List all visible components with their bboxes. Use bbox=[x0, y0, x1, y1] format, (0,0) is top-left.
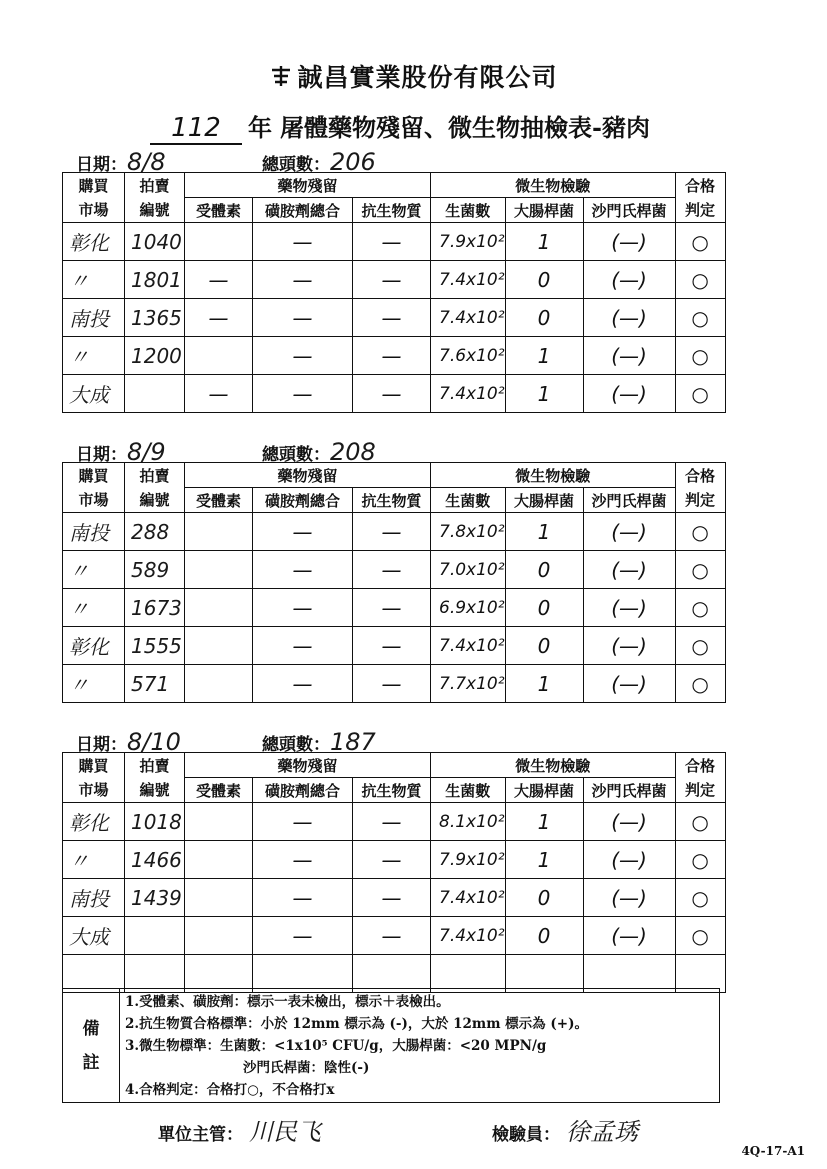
total-head-label-2: 總頭數：208 bbox=[262, 438, 376, 466]
cell-bacteria: 7.9x10² bbox=[431, 841, 506, 879]
table-row bbox=[63, 803, 726, 841]
inspection-table-2 bbox=[62, 462, 726, 703]
inspection-table-3 bbox=[62, 752, 726, 993]
sub-beta-header: 受體素 bbox=[185, 488, 253, 513]
col-pass-header: 合格 判定 bbox=[675, 173, 725, 223]
table-row bbox=[63, 513, 726, 551]
cell-coliform: 0 bbox=[505, 589, 583, 627]
cell-coliform: 0 bbox=[505, 299, 583, 337]
cell-auction: 571 bbox=[125, 665, 185, 703]
cell-sulfa: — bbox=[253, 223, 353, 261]
cell-coliform: 0 bbox=[505, 879, 583, 917]
remark-line: 2.抗生物質合格標準：小於 12mm 標示為 (-)，大於 12mm 標示為 (+)。 bbox=[125, 1016, 588, 1032]
cell-coliform: 0 bbox=[505, 917, 583, 955]
remarks-box bbox=[62, 988, 720, 1103]
cell-auction: 1200 bbox=[125, 337, 185, 375]
table-row bbox=[63, 551, 726, 589]
cell-sulfa: — bbox=[253, 375, 353, 413]
cell-coliform: 1 bbox=[505, 665, 583, 703]
cell-market bbox=[63, 955, 125, 993]
cell-coliform: 0 bbox=[505, 261, 583, 299]
cell-beta: — bbox=[185, 261, 253, 299]
table-row bbox=[63, 665, 726, 703]
cell-pass: ○ bbox=[675, 513, 725, 551]
cell-auction: 1801 bbox=[125, 261, 185, 299]
cell-market: 南投 bbox=[63, 513, 125, 551]
cell-coliform bbox=[505, 955, 583, 993]
cell-market: 彰化 bbox=[63, 803, 125, 841]
col-market-header: 購買 市場 bbox=[63, 173, 125, 223]
cell-antibiotic: — bbox=[353, 375, 431, 413]
cell-market: 彰化 bbox=[63, 223, 125, 261]
cell-salmonella: (—) bbox=[583, 589, 675, 627]
cell-beta bbox=[185, 627, 253, 665]
cell-sulfa: — bbox=[253, 513, 353, 551]
supervisor-signature-value: 川民飞 bbox=[249, 1118, 321, 1146]
cell-sulfa bbox=[253, 955, 353, 993]
cell-market: 大成 bbox=[63, 917, 125, 955]
cell-coliform: 1 bbox=[505, 375, 583, 413]
cell-salmonella: (—) bbox=[583, 299, 675, 337]
sub-bacteria-header: 生菌數 bbox=[431, 198, 506, 223]
cell-pass: ○ bbox=[675, 223, 725, 261]
sub-sulfa-header: 磺胺劑總合 bbox=[253, 198, 353, 223]
cell-antibiotic: — bbox=[353, 917, 431, 955]
date-value-2: 8/9 bbox=[127, 438, 166, 466]
cell-beta bbox=[185, 513, 253, 551]
date-value-1: 8/8 bbox=[127, 148, 166, 176]
cell-bacteria: 7.4x10² bbox=[431, 299, 506, 337]
cell-salmonella: (—) bbox=[583, 513, 675, 551]
sub-salmonella-header: 沙門氏桿菌 bbox=[583, 488, 675, 513]
cell-bacteria: 7.0x10² bbox=[431, 551, 506, 589]
cell-bacteria: 7.9x10² bbox=[431, 223, 506, 261]
cell-pass: ○ bbox=[675, 551, 725, 589]
cell-auction: 1466 bbox=[125, 841, 185, 879]
col-drug-header: 藥物殘留 bbox=[185, 753, 431, 778]
cell-beta: — bbox=[185, 375, 253, 413]
cell-pass: ○ bbox=[675, 627, 725, 665]
total-head-label-1: 總頭數：206 bbox=[262, 148, 376, 176]
inspection-grid bbox=[62, 462, 726, 703]
table-row bbox=[63, 337, 726, 375]
cell-antibiotic: — bbox=[353, 803, 431, 841]
sub-sulfa-header: 磺胺劑總合 bbox=[253, 488, 353, 513]
cell-auction: 1040 bbox=[125, 223, 185, 261]
cell-sulfa: — bbox=[253, 589, 353, 627]
cell-pass: ○ bbox=[675, 665, 725, 703]
table-row bbox=[63, 879, 726, 917]
cell-coliform: 1 bbox=[505, 841, 583, 879]
sub-antibiotic-header: 抗生物質 bbox=[353, 778, 431, 803]
sub-beta-header: 受體素 bbox=[185, 198, 253, 223]
cell-bacteria: 7.4x10² bbox=[431, 375, 506, 413]
remarks-lines bbox=[125, 991, 588, 1101]
remark-line: 1.受體素、磺胺劑：標示一表未檢出，標示＋表檢出。 bbox=[125, 994, 450, 1010]
cell-auction: 1439 bbox=[125, 879, 185, 917]
cell-auction: 288 bbox=[125, 513, 185, 551]
sub-bacteria-header: 生菌數 bbox=[431, 488, 506, 513]
form-title bbox=[150, 108, 650, 145]
cell-beta bbox=[185, 665, 253, 703]
cell-antibiotic: — bbox=[353, 261, 431, 299]
cell-sulfa: — bbox=[253, 917, 353, 955]
cell-sulfa: — bbox=[253, 551, 353, 589]
cell-auction bbox=[125, 917, 185, 955]
total-head-value-1: 206 bbox=[330, 148, 376, 176]
cell-beta bbox=[185, 589, 253, 627]
cell-antibiotic: — bbox=[353, 665, 431, 703]
cell-salmonella: (—) bbox=[583, 803, 675, 841]
table-row bbox=[63, 589, 726, 627]
cell-pass bbox=[675, 955, 725, 993]
table-row bbox=[63, 261, 726, 299]
col-pass-header: 合格 判定 bbox=[675, 463, 725, 513]
cell-pass: ○ bbox=[675, 879, 725, 917]
sub-salmonella-header: 沙門氏桿菌 bbox=[583, 778, 675, 803]
cell-market: 〃 bbox=[63, 337, 125, 375]
cell-auction bbox=[125, 375, 185, 413]
total-head-value-2: 208 bbox=[330, 438, 376, 466]
cell-auction: 1018 bbox=[125, 803, 185, 841]
cell-beta bbox=[185, 841, 253, 879]
date-value-3: 8/10 bbox=[127, 728, 181, 756]
cell-bacteria: 7.4x10² bbox=[431, 879, 506, 917]
cell-beta bbox=[185, 955, 253, 993]
cell-sulfa: — bbox=[253, 627, 353, 665]
cell-market: 〃 bbox=[63, 589, 125, 627]
sub-sulfa-header: 磺胺劑總合 bbox=[253, 778, 353, 803]
inspection-grid bbox=[62, 172, 726, 413]
cell-auction: 1673 bbox=[125, 589, 185, 627]
form-code: 4Q-17-A1 bbox=[741, 1144, 805, 1158]
cell-market: 大成 bbox=[63, 375, 125, 413]
cell-pass: ○ bbox=[675, 803, 725, 841]
cell-antibiotic: — bbox=[353, 589, 431, 627]
cell-auction: 1555 bbox=[125, 627, 185, 665]
cell-antibiotic bbox=[353, 955, 431, 993]
col-drug-header: 藥物殘留 bbox=[185, 173, 431, 198]
cell-market: 〃 bbox=[63, 841, 125, 879]
remark-line: 4.合格判定：合格打○，不合格打x bbox=[125, 1082, 335, 1098]
col-pass-header: 合格 判定 bbox=[675, 753, 725, 803]
cell-beta: — bbox=[185, 299, 253, 337]
sub-coliform-header: 大腸桿菌 bbox=[505, 488, 583, 513]
cell-pass: ○ bbox=[675, 375, 725, 413]
year-value: 112 bbox=[150, 113, 242, 145]
cell-pass: ○ bbox=[675, 261, 725, 299]
cell-salmonella: (—) bbox=[583, 879, 675, 917]
cell-pass: ○ bbox=[675, 589, 725, 627]
sub-salmonella-header: 沙門氏桿菌 bbox=[583, 198, 675, 223]
cell-pass: ○ bbox=[675, 299, 725, 337]
cell-pass: ○ bbox=[675, 841, 725, 879]
table-row bbox=[63, 627, 726, 665]
cell-auction: 1365 bbox=[125, 299, 185, 337]
cell-sulfa: — bbox=[253, 803, 353, 841]
table-row bbox=[63, 375, 726, 413]
cell-market: 南投 bbox=[63, 879, 125, 917]
sub-beta-header: 受體素 bbox=[185, 778, 253, 803]
total-head-label-3: 總頭數：187 bbox=[262, 728, 376, 756]
cell-antibiotic: — bbox=[353, 879, 431, 917]
cell-bacteria bbox=[431, 955, 506, 993]
date-label-2: 日期：8/9 bbox=[76, 438, 166, 466]
cell-beta bbox=[185, 917, 253, 955]
cell-beta bbox=[185, 337, 253, 375]
cell-sulfa: — bbox=[253, 261, 353, 299]
cell-antibiotic: — bbox=[353, 841, 431, 879]
cell-coliform: 1 bbox=[505, 513, 583, 551]
cell-bacteria: 8.1x10² bbox=[431, 803, 506, 841]
cell-coliform: 1 bbox=[505, 223, 583, 261]
cell-bacteria: 7.4x10² bbox=[431, 627, 506, 665]
cell-beta bbox=[185, 803, 253, 841]
year-suffix: 年 bbox=[248, 113, 272, 142]
table-row bbox=[63, 223, 726, 261]
cell-market: 〃 bbox=[63, 665, 125, 703]
cell-beta bbox=[185, 551, 253, 589]
form-title-text: 屠體藥物殘留、微生物抽檢表-豬肉 bbox=[280, 113, 650, 142]
cell-sulfa: — bbox=[253, 841, 353, 879]
table-row bbox=[63, 299, 726, 337]
cell-auction: 589 bbox=[125, 551, 185, 589]
total-head-value-3: 187 bbox=[330, 728, 376, 756]
col-micro-header: 微生物檢驗 bbox=[431, 753, 676, 778]
table-row bbox=[63, 841, 726, 879]
cell-market: 南投 bbox=[63, 299, 125, 337]
cell-coliform: 1 bbox=[505, 803, 583, 841]
cell-coliform: 0 bbox=[505, 551, 583, 589]
cell-auction bbox=[125, 955, 185, 993]
cell-salmonella: (—) bbox=[583, 223, 675, 261]
cell-salmonella: (—) bbox=[583, 551, 675, 589]
cell-pass: ○ bbox=[675, 337, 725, 375]
supervisor-signature: 單位主管： 川民飞 bbox=[158, 1118, 321, 1146]
cell-market: 〃 bbox=[63, 261, 125, 299]
cell-antibiotic: — bbox=[353, 551, 431, 589]
cell-coliform: 0 bbox=[505, 627, 583, 665]
cell-salmonella: (—) bbox=[583, 917, 675, 955]
inspection-grid bbox=[62, 752, 726, 993]
company-name-text: 誠昌實業股份有限公司 bbox=[297, 63, 558, 92]
remark-line: 沙門氏桿菌：陰性(-) bbox=[243, 1060, 370, 1076]
cell-sulfa: — bbox=[253, 299, 353, 337]
col-micro-header: 微生物檢驗 bbox=[431, 173, 676, 198]
cell-antibiotic: — bbox=[353, 223, 431, 261]
cell-sulfa: — bbox=[253, 879, 353, 917]
company-name bbox=[0, 58, 827, 94]
cell-salmonella: (—) bbox=[583, 665, 675, 703]
inspection-table-1 bbox=[62, 172, 726, 413]
inspector-signature-value: 徐孟琇 bbox=[566, 1118, 638, 1146]
cell-bacteria: 7.6x10² bbox=[431, 337, 506, 375]
cell-bacteria: 7.4x10² bbox=[431, 261, 506, 299]
col-auction-header: 拍賣 編號 bbox=[125, 173, 185, 223]
sub-antibiotic-header: 抗生物質 bbox=[353, 488, 431, 513]
col-market-header: 購買 市場 bbox=[63, 753, 125, 803]
cell-antibiotic: — bbox=[353, 299, 431, 337]
cell-antibiotic: — bbox=[353, 337, 431, 375]
inspector-signature: 檢驗員： 徐孟琇 bbox=[492, 1118, 638, 1146]
date-label-1: 日期：8/8 bbox=[76, 148, 166, 176]
col-drug-header: 藥物殘留 bbox=[185, 463, 431, 488]
cell-bacteria: 7.4x10² bbox=[431, 917, 506, 955]
cell-salmonella: (—) bbox=[583, 375, 675, 413]
cell-bacteria: 6.9x10² bbox=[431, 589, 506, 627]
cell-bacteria: 7.7x10² bbox=[431, 665, 506, 703]
cell-pass: ○ bbox=[675, 917, 725, 955]
company-logo-icon bbox=[269, 64, 293, 88]
cell-salmonella bbox=[583, 955, 675, 993]
table-row bbox=[63, 917, 726, 955]
date-label-3: 日期：8/10 bbox=[76, 728, 181, 756]
sub-antibiotic-header: 抗生物質 bbox=[353, 198, 431, 223]
cell-coliform: 1 bbox=[505, 337, 583, 375]
cell-sulfa: — bbox=[253, 665, 353, 703]
remarks-label: 備 註 bbox=[63, 989, 120, 1102]
cell-beta bbox=[185, 879, 253, 917]
cell-beta bbox=[185, 223, 253, 261]
table-row bbox=[63, 955, 726, 993]
sub-coliform-header: 大腸桿菌 bbox=[505, 778, 583, 803]
sub-bacteria-header: 生菌數 bbox=[431, 778, 506, 803]
cell-salmonella: (—) bbox=[583, 261, 675, 299]
col-micro-header: 微生物檢驗 bbox=[431, 463, 676, 488]
remark-line: 3.微生物標準：生菌數：<1x10⁵ CFU/g，大腸桿菌：<20 MPN/g bbox=[125, 1038, 547, 1054]
col-market-header: 購買 市場 bbox=[63, 463, 125, 513]
col-auction-header: 拍賣 編號 bbox=[125, 463, 185, 513]
cell-salmonella: (—) bbox=[583, 627, 675, 665]
sub-coliform-header: 大腸桿菌 bbox=[505, 198, 583, 223]
cell-market: 〃 bbox=[63, 551, 125, 589]
cell-antibiotic: — bbox=[353, 513, 431, 551]
cell-salmonella: (—) bbox=[583, 337, 675, 375]
cell-bacteria: 7.8x10² bbox=[431, 513, 506, 551]
cell-sulfa: — bbox=[253, 337, 353, 375]
cell-salmonella: (—) bbox=[583, 841, 675, 879]
cell-antibiotic: — bbox=[353, 627, 431, 665]
cell-market: 彰化 bbox=[63, 627, 125, 665]
col-auction-header: 拍賣 編號 bbox=[125, 753, 185, 803]
